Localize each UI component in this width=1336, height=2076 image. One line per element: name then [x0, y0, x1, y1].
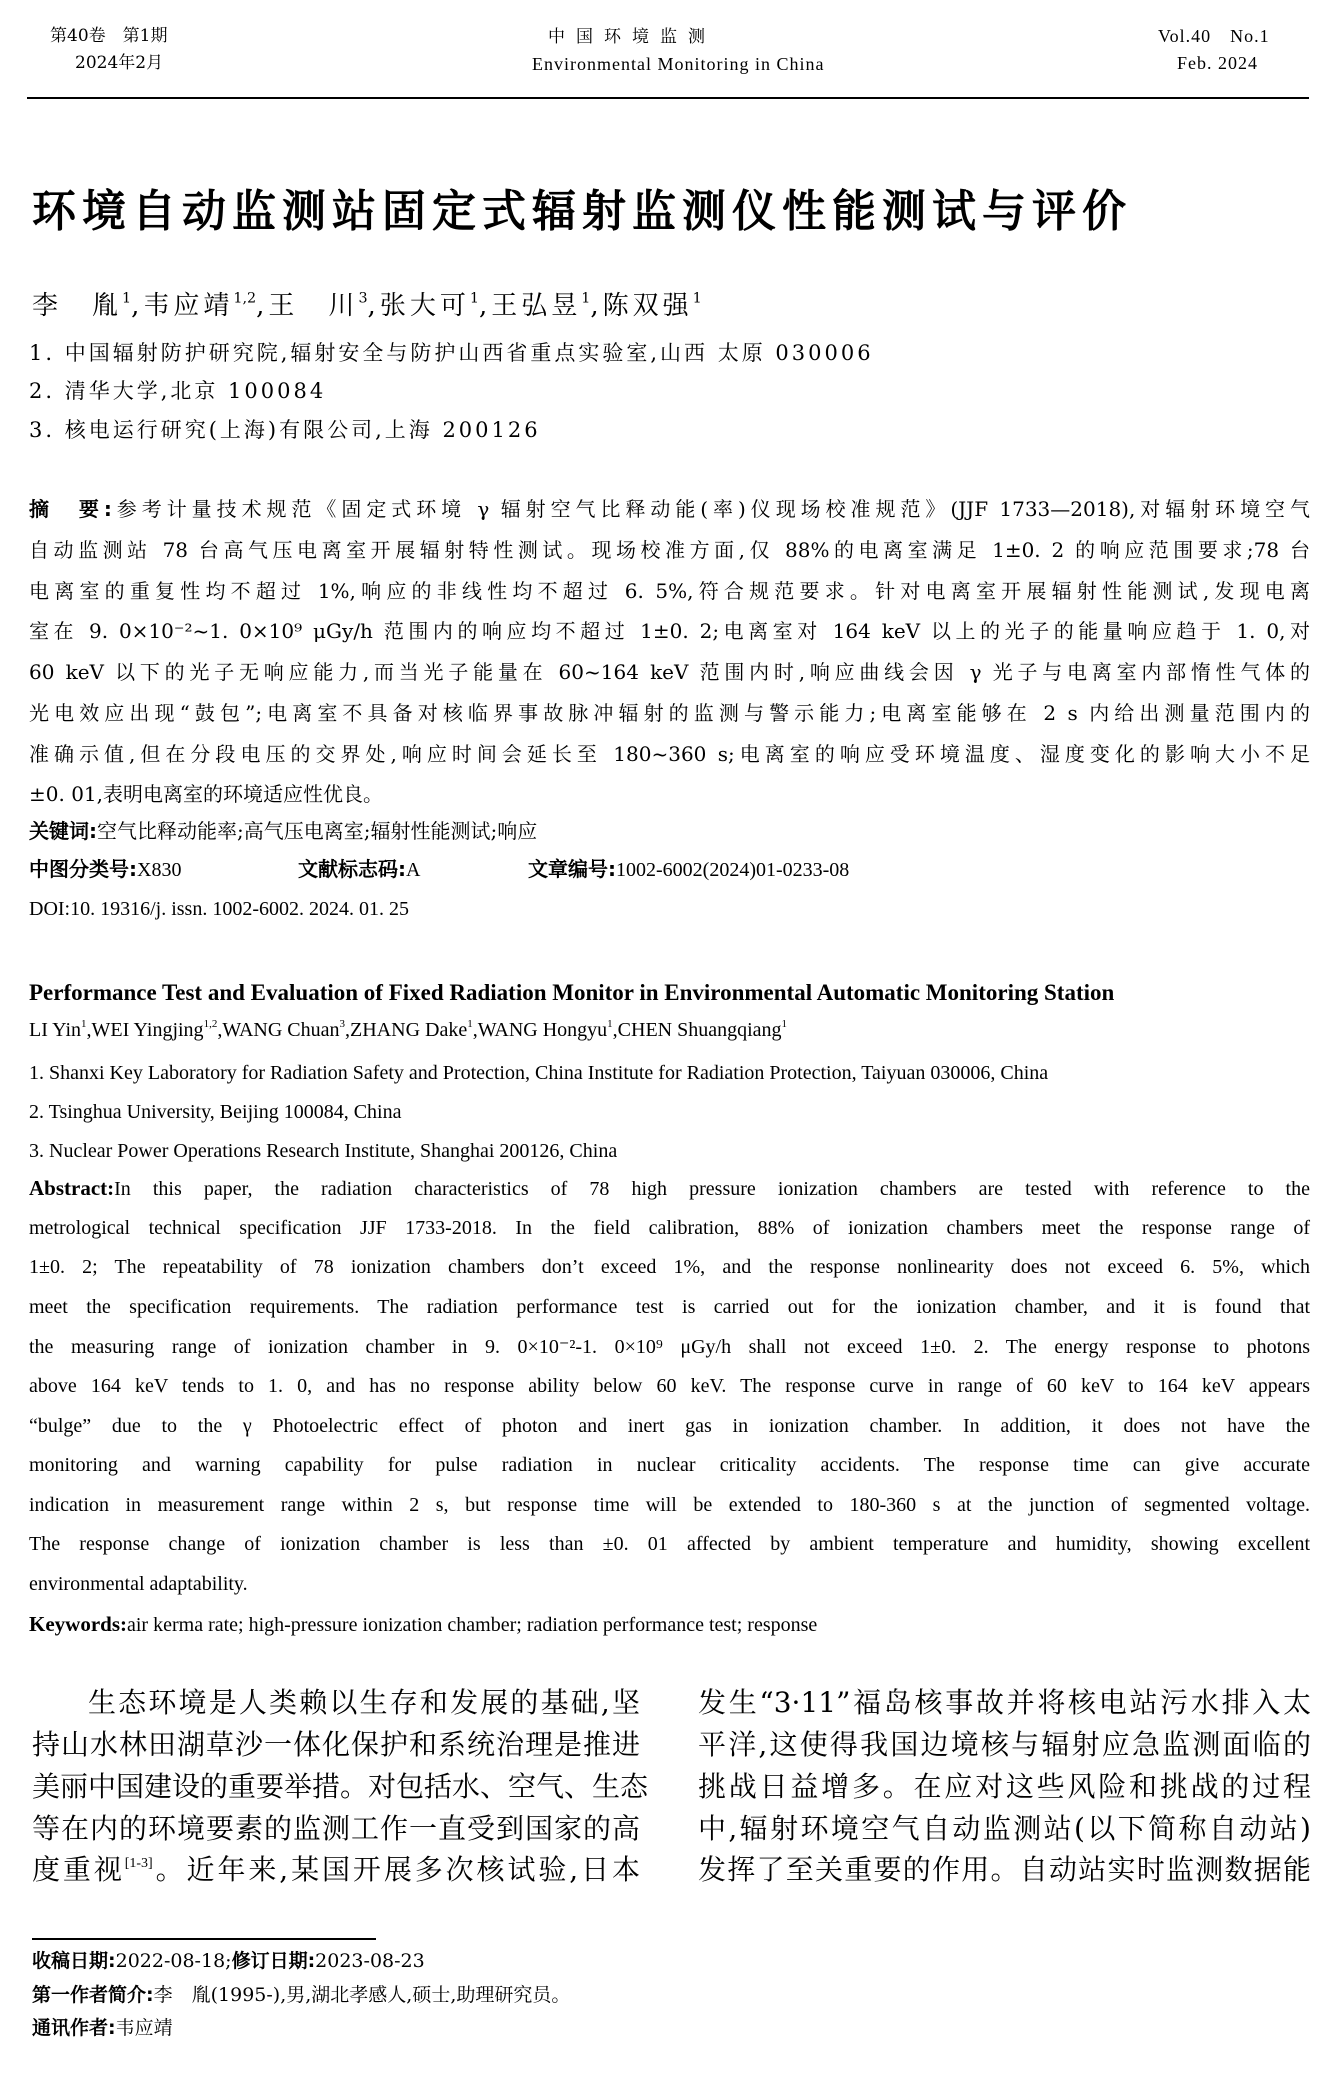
author-separator: , [472, 1019, 478, 1041]
clc-label: 中图分类号: [29, 857, 137, 881]
abstract-en-line: “bulge” due to the γ Photoelectric effect of photon and inert gas in ionization chamber. In addition, it does not have the [29, 1415, 1310, 1437]
header-vol-no-en: Vol.40 No.1 [1158, 26, 1270, 46]
header-journal-en: Environmental Monitoring in China [532, 54, 825, 74]
abstract-en-label: Abstract: [29, 1176, 115, 1200]
abstract-en-line: meet the specification requirements. The radiation performance test is carried out for the ionization chamber, and it is found that [29, 1296, 1310, 1318]
keywords-en-label: Keywords: [29, 1612, 127, 1636]
author-name: 王弘昱 [491, 291, 582, 321]
first-author-label: 第一作者简介: [32, 1984, 154, 2006]
body-line: 发挥了至关重要的作用。自动站实时监测数据能 [698, 1853, 1311, 1886]
abstract-cn-line: 准确示值,但在分段电压的交界处,响应时间会延长至 180~360 s;电离室的响应受环境温度、湿度变化的影响大小不足 [29, 742, 1310, 766]
header-date-en: Feb. 2024 [1177, 53, 1258, 73]
revised-date: 2023-08-23 [315, 1950, 425, 1972]
author-name: WANG Chuan [222, 1019, 340, 1041]
affiliation-cn: 2. 清华大学,北京 100084 [29, 379, 327, 403]
author-name: LI Yin [29, 1019, 82, 1041]
document-code-value: A [406, 859, 421, 881]
author-separator: , [217, 1019, 223, 1041]
abstract-cn-text: 参考计量技术规范《固定式环境 γ 辐射空气比释动能(率)仪现场校准规范》(JJF 1733—2018),对辐射环境空气 [111, 497, 1310, 521]
keywords-cn-text: 空气比释动能率;高气压电离室;辐射性能测试;响应 [97, 819, 538, 843]
abstract-cn-line: 自动监测站 78 台高气压电离室开展辐射特性测试。现场校准方面,仅 88%的电离室满足 1±0. 2 的响应范围要求;78 台 [29, 538, 1310, 562]
abstract-en-line: indication in measurement range within 2 s, but response time will be extended to 180-360 s at the junction of segmented voltage. [29, 1494, 1310, 1516]
clc-value: X830 [137, 859, 182, 881]
keywords-en [29, 1612, 817, 1637]
author-name: 王 川 [268, 291, 359, 321]
title-cn: 环境自动监测站固定式辐射监测仪性能测试与评价 [32, 186, 1132, 237]
author-separator: , [478, 291, 492, 321]
header-date-cn: 2024年2月 [75, 53, 164, 73]
keywords-cn [29, 819, 537, 843]
corresponding-author: 韦应靖 [115, 2017, 173, 2039]
author-affiliation-mark: 1 [467, 1018, 473, 1031]
citation-mark: [1-3] [124, 1856, 153, 1871]
abstract-cn-line [29, 497, 1310, 521]
affiliation-cn: 3. 核电运行研究(上海)有限公司,上海 200126 [29, 418, 541, 442]
abstract-cn-line: 室在 9. 0×10⁻²~1. 0×10⁹ μGy/h 范围内的响应均不超过 1±0. 2;电离室对 164 keV 以上的光子的能量响应趋于 1. 0,对 [29, 619, 1310, 643]
first-author-bio: 李 胤(1995-),男,湖北孝感人,硕士,助理研究员。 [153, 1984, 571, 2006]
received-date: 2022-08-18; [115, 1950, 232, 1972]
keywords-cn-label: 关键词: [29, 819, 97, 843]
abstract-cn-line: 60 keV 以下的光子无响应能力,而当光子能量在 60~164 keV 范围内时,响应曲线会因 γ 光子与电离室内部惰性气体的 [29, 660, 1310, 684]
revised-label: 修订日期: [231, 1950, 316, 1972]
abstract-cn-line: ±0. 01,表明电离室的环境适应性优良。 [29, 782, 384, 806]
author-separator: , [367, 291, 380, 321]
author-affiliation-mark: 1,2 [233, 290, 257, 307]
affiliation-en: 1. Shanxi Key Laboratory for Radiation Safety and Protection, China Institute for Radiation Protection, Taiyuan 030006, China [29, 1062, 1049, 1084]
abstract-en-line: above 164 keV tends to 1. 0, and has no response ability below 60 keV. The response curve in range of 60 keV to 164 keV appears [29, 1375, 1310, 1397]
author-name: 张大可 [379, 291, 470, 321]
footnote-corresponding-author [32, 2017, 173, 2040]
header-volume-issue: 第40卷 第1期 [50, 26, 168, 46]
body-line [32, 1853, 640, 1887]
abstract-en-line: 1±0. 2; The repeatability of 78 ionization chambers don’t exceed 1%, and the response nonlinearity does not exceed 6. 5%, which [29, 1256, 1310, 1278]
article-number-value: 1002-6002(2024)01-0233-08 [616, 859, 850, 881]
abstract-en-line: The response change of ionization chamber is less than ±0. 01 affected by ambient temperature and humidity, showing excellent [29, 1533, 1310, 1555]
body-text: 度重视 [32, 1853, 125, 1886]
abstract-cn-line: 光电效应出现“鼓包”;电离室不具备对核临界事故脉冲辐射的监测与警示能力;电离室能够在 2 s 内给出测量范围内的 [29, 701, 1310, 725]
author-affiliation-mark: 1 [81, 1018, 87, 1031]
document-code-label: 文献标志码: [298, 857, 406, 881]
author-separator: , [612, 1019, 618, 1041]
body-line: 美丽中国建设的重要举措。对包括水、空气、生态 [32, 1770, 649, 1803]
received-label: 收稿日期: [32, 1950, 116, 1972]
abstract-en-line [29, 1176, 1310, 1201]
author-separator: , [131, 291, 144, 321]
author-affiliation-mark: 1 [581, 290, 591, 307]
title-en: Performance Test and Evaluation of Fixed Radiation Monitor in Environmental Automatic Monitoring Station [29, 980, 1115, 1005]
article-number [528, 857, 849, 882]
author-name: ZHANG Dake [350, 1019, 468, 1041]
author-affiliation-mark: 1,2 [203, 1018, 218, 1031]
article-number-label: 文章编号: [528, 857, 616, 881]
abstract-en-line: metrological technical specification JJF 1733-2018. In the field calibration, 88% of ionization chambers meet the response range of [29, 1217, 1310, 1239]
author-name: 李 胤 [32, 291, 123, 321]
authors-en [29, 1018, 787, 1042]
author-name: WEI Yingjing [91, 1019, 204, 1041]
abstract-cn-label: 摘 要: [29, 497, 112, 521]
author-name: WANG Hongyu [477, 1019, 608, 1041]
author-separator: , [256, 291, 269, 321]
abstract-en-line: monitoring and warning capability for pulse radiation in nuclear criticality accidents. The response time can give accurate [29, 1454, 1310, 1476]
body-line: 持山水林田湖草沙一体化保护和系统治理是推进 [32, 1728, 640, 1761]
abstract-cn-line: 电离室的重复性均不超过 1%,响应的非线性均不超过 6. 5%,符合规范要求。针对电离室开展辐射性能测试,发现电离 [29, 579, 1310, 603]
author-affiliation-mark: 1 [122, 290, 132, 307]
clc-number [29, 857, 181, 882]
author-name: CHEN Shuangqiang [617, 1019, 782, 1041]
body-text: 。近年来,某国开展多次核试验,日本 [152, 1853, 640, 1886]
affiliation-cn: 1. 中国辐射防护研究院,辐射安全与防护山西省重点实验室,山西 太原 030006 [29, 341, 874, 365]
corresponding-label: 通讯作者: [32, 2017, 116, 2039]
footnote-rule [32, 1938, 376, 1940]
affiliation-en: 3. Nuclear Power Operations Research Institute, Shanghai 200126, China [29, 1140, 618, 1162]
body-line: 发生“3·11”福岛核事故并将核电站污水排入太 [698, 1686, 1311, 1719]
body-line: 中,辐射环境空气自动监测站(以下简称自动站) [698, 1812, 1311, 1845]
body-line: 平洋,这使得我国边境核与辐射应急监测面临的 [698, 1728, 1311, 1761]
header-rule [27, 97, 1309, 99]
author-separator: , [590, 291, 603, 321]
body-line: 生态环境是人类赖以生存和发展的基础,坚 [88, 1686, 640, 1719]
author-separator: , [345, 1019, 351, 1041]
abstract-en-text: In this paper, the radiation characteristics of 78 high pressure ionization chambers are tested with reference to the [114, 1178, 1310, 1200]
author-affiliation-mark: 3 [358, 290, 368, 307]
document-code [298, 857, 420, 882]
author-affiliation-mark: 1 [692, 290, 702, 307]
affiliation-en: 2. Tsinghua University, Beijing 100084, China [29, 1101, 402, 1123]
abstract-en-line: environmental adaptability. [29, 1573, 248, 1595]
author-affiliation-mark: 1 [469, 290, 479, 307]
author-name: 陈双强 [602, 291, 693, 321]
authors-cn [32, 291, 702, 322]
keywords-en-text: air kerma rate; high-pressure ionization chamber; radiation performance test; response [127, 1614, 818, 1636]
author-affiliation-mark: 3 [339, 1018, 346, 1031]
author-separator: , [86, 1019, 92, 1041]
body-line: 挑战日益增多。在应对这些风险和挑战的过程 [698, 1770, 1311, 1803]
doi: DOI:10. 19316/j. issn. 1002-6002. 2024. 01. 25 [29, 898, 409, 920]
footnote-dates [32, 1950, 425, 1973]
header-journal-cn: 中国环境监测 [548, 27, 716, 47]
footnote-first-author [32, 1984, 570, 2007]
author-name: 韦应靖 [143, 291, 234, 321]
abstract-en-line: the measuring range of ionization chamber in 9. 0×10⁻²-1. 0×10⁹ μGy/h shall not exceed 1±0. 2. The energy response to photons [29, 1336, 1310, 1358]
author-affiliation-mark: 1 [781, 1018, 788, 1031]
author-affiliation-mark: 1 [607, 1018, 613, 1031]
body-line: 等在内的环境要素的监测工作一直受到国家的高 [32, 1812, 640, 1845]
